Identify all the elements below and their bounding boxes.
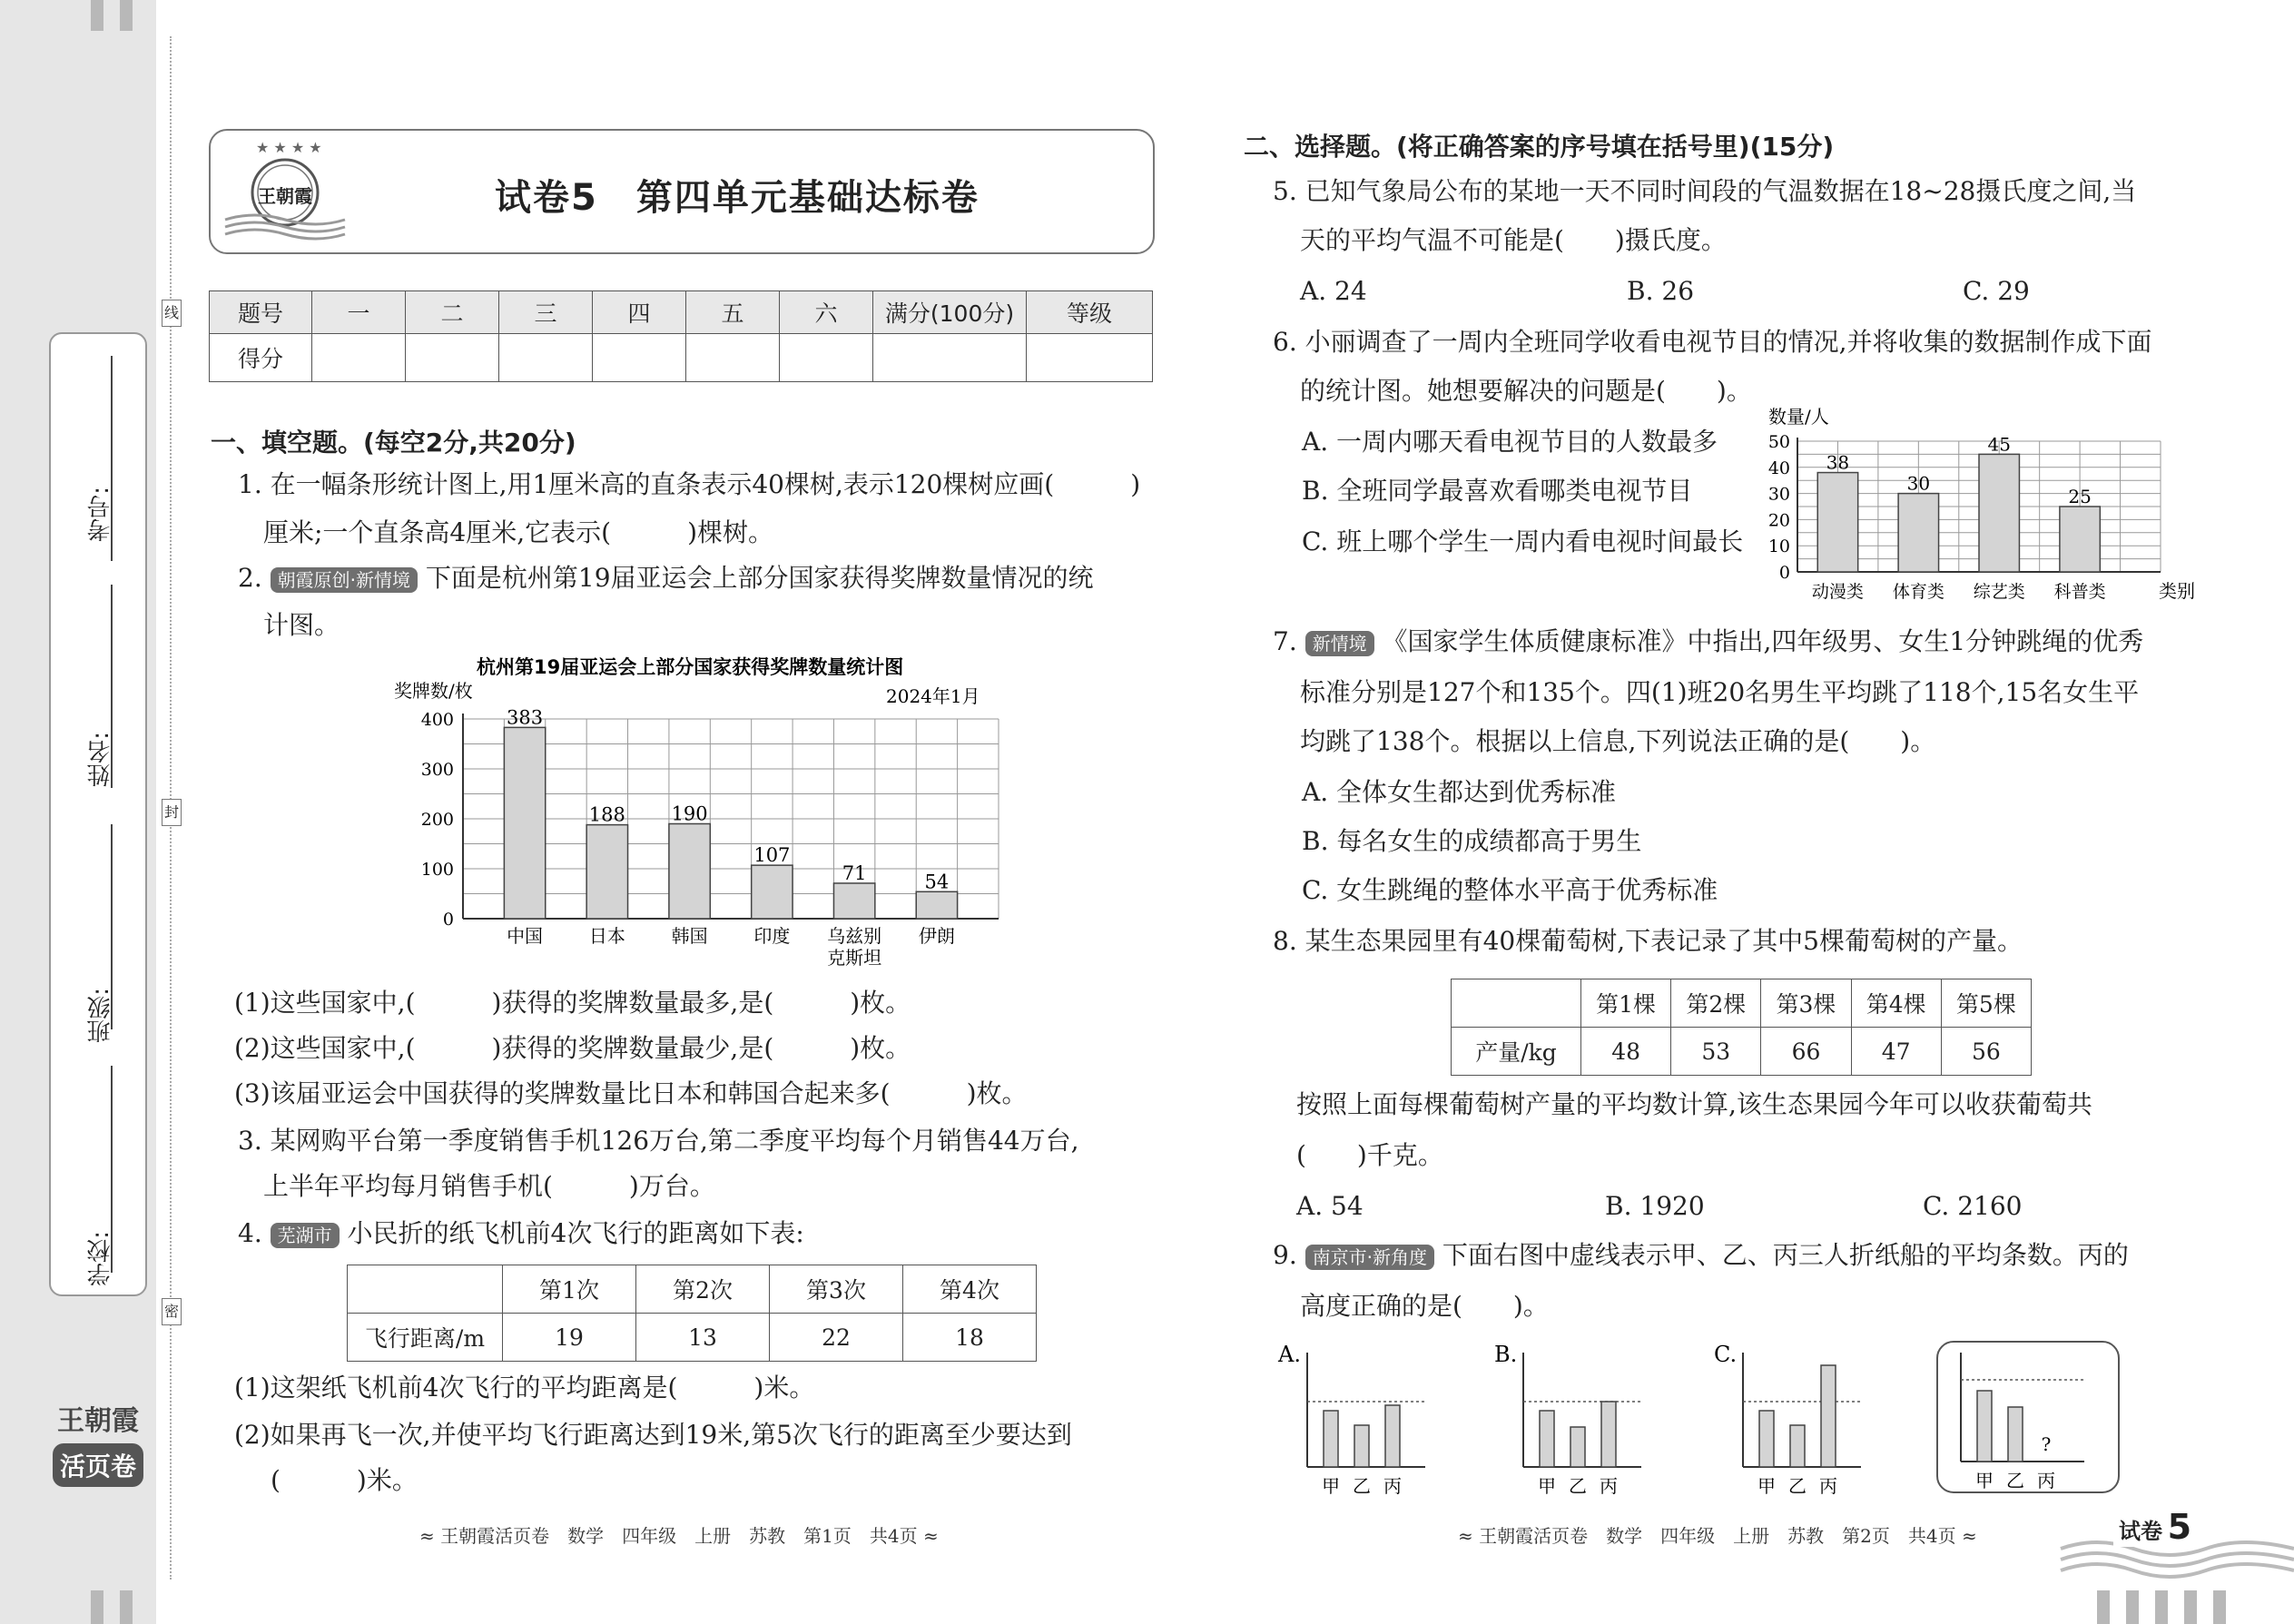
binding-bar xyxy=(2155,1590,2168,1624)
bar xyxy=(1817,473,1857,572)
score-cell[interactable] xyxy=(1027,334,1153,382)
q6-line2: 的统计图。她想要解决的问题是( )。 xyxy=(1300,376,1752,406)
bar-value-label: 54 xyxy=(924,871,950,893)
svg-text:★ ★ ★ ★: ★ ★ ★ ★ xyxy=(256,139,322,156)
x-tick-label: 综艺类 xyxy=(1973,582,2025,602)
brand-logo-name: 王朝霞 xyxy=(57,1405,139,1437)
bar xyxy=(1354,1425,1369,1467)
q4-sub2-line2: ( )米。 xyxy=(271,1465,418,1495)
seal-mark-mi: 密 xyxy=(162,1298,182,1325)
score-cell[interactable] xyxy=(686,334,780,382)
q8-line1: 8. 某生态果园里有40棵葡萄树,下表记录了其中5棵葡萄树的产量。 xyxy=(1273,926,2023,956)
q2-line1 xyxy=(238,563,1094,594)
bar xyxy=(1570,1427,1585,1467)
q1-line2: 厘米;一个直条高4厘米,它表示( )棵树。 xyxy=(263,517,773,547)
bar-value-label: 383 xyxy=(507,706,544,729)
q7-option-a[interactable]: A. 全体女生都达到优秀标准 xyxy=(1302,777,1617,807)
seal-mark-feng: 封 xyxy=(162,799,182,826)
score-header-cell: 等级 xyxy=(1027,291,1153,334)
brand-logo xyxy=(53,1398,143,1498)
y-tick-label: 10 xyxy=(1767,536,1790,557)
option-label[interactable]: C. xyxy=(1714,1342,1738,1367)
table-cell: 56 xyxy=(1941,1028,2031,1076)
q4-sub1: (1)这架纸飞机前4次飞行的平均距离是( )米。 xyxy=(234,1373,815,1403)
table-header-cell: 第4棵 xyxy=(1851,979,1941,1028)
paper-number: 5 xyxy=(2167,1507,2192,1547)
x-tick-label: 印度 xyxy=(753,925,791,947)
unknown-bar-mark: ? xyxy=(2041,1433,2052,1455)
q7-number: 7. xyxy=(1273,626,1297,656)
x-tick-label: 丙 xyxy=(1819,1475,1837,1497)
x-tick-label: 日本 xyxy=(588,925,625,947)
section2-title: 二、选择题。(将正确答案的序号填在括号里)(15分) xyxy=(1244,132,1835,162)
score-header-cell: 五 xyxy=(686,291,780,334)
q9-number: 9. xyxy=(1273,1240,1297,1270)
footer-right xyxy=(1458,1521,1977,1548)
bar xyxy=(1979,454,2019,572)
q4-badge: 芜湖市 xyxy=(271,1223,340,1248)
table-header-cell: 第3次 xyxy=(770,1265,903,1314)
name-label: 姓名: xyxy=(87,732,114,787)
score-cell[interactable] xyxy=(873,334,1027,382)
q4-number: 4. xyxy=(238,1218,262,1248)
bar-value-label: 188 xyxy=(588,803,625,826)
q2-text: 下面是杭州第19届亚运会上部分国家获得奖牌数量情况的统 xyxy=(425,563,1094,593)
q8-option-b[interactable]: B. 1920 xyxy=(1605,1191,1705,1221)
binding-bar xyxy=(120,0,133,31)
bar-value-label: 25 xyxy=(2068,486,2092,507)
bar-value-label: 107 xyxy=(753,844,791,867)
q6-option-a[interactable]: A. 一周内哪天看电视节目的人数最多 xyxy=(1302,427,1718,457)
chart-ylabel: 奖牌数/枚 xyxy=(394,680,473,702)
x-tick-label: 乌兹别 xyxy=(827,925,882,947)
binding-bar xyxy=(91,1590,103,1624)
x-tick-label: 甲 xyxy=(1757,1475,1776,1497)
chart-date: 2024年1月 xyxy=(886,685,980,707)
paper-label: 试卷 xyxy=(2119,1519,2162,1544)
x-tick-label: 乙 xyxy=(1353,1475,1371,1497)
y-tick-label: 200 xyxy=(420,810,454,830)
binding-bar xyxy=(120,1590,133,1624)
q7-text: 《国家学生体质健康标准》中指出,四年级男、女生1分钟跳绳的优秀 xyxy=(1382,626,2144,656)
q5-option-b[interactable]: B. 26 xyxy=(1627,276,1695,306)
flight-distance-table xyxy=(347,1265,1037,1362)
score-header-cell: 四 xyxy=(593,291,686,334)
binding-bar xyxy=(2213,1590,2226,1624)
score-header-cell: 二 xyxy=(406,291,499,334)
class-label: 班级: xyxy=(87,988,114,1043)
q8-line2: 按照上面每棵葡萄树产量的平均数计算,该生态果园今年可以收获葡萄共 xyxy=(1296,1089,2092,1119)
bar xyxy=(504,727,545,919)
score-header-cell: 一 xyxy=(312,291,406,334)
binding-bar xyxy=(2097,1590,2110,1624)
q6-option-c[interactable]: C. 班上哪个学生一周内看电视时间最长 xyxy=(1302,527,1744,556)
table-header-cell: 第4次 xyxy=(903,1265,1037,1314)
q8-option-a[interactable]: A. 54 xyxy=(1296,1191,1364,1221)
x-tick-label: 甲 xyxy=(1538,1475,1556,1497)
y-tick-label: 100 xyxy=(420,860,454,880)
x-tick-label: 乙 xyxy=(2006,1470,2024,1491)
table-header-cell xyxy=(1452,979,1581,1028)
x-tick-label: 体育类 xyxy=(1892,582,1944,602)
bar xyxy=(833,883,874,919)
x-tick-label: 伊朗 xyxy=(918,925,955,947)
table-cell: 48 xyxy=(1581,1028,1671,1076)
score-cell[interactable] xyxy=(499,334,593,382)
x-tick-label: 丙 xyxy=(1383,1475,1402,1497)
footer-wave: ≈ xyxy=(419,1525,435,1547)
footer-left xyxy=(419,1521,939,1548)
q1-line1: 1. 在一幅条形统计图上,用1厘米高的直条表示40棵树,表示120棵树应画( ) xyxy=(238,469,1141,499)
footer-wave: ≈ xyxy=(1961,1525,1977,1547)
bar-value-label: 71 xyxy=(842,861,867,884)
exam-no-label: 考号: xyxy=(87,487,114,542)
q2-sub2: (2)这些国家中,( )获得的奖牌数量最少,是( )枚。 xyxy=(234,1033,911,1063)
chart-title: 杭州第19届亚运会上部分国家获得奖牌数量统计图 xyxy=(477,656,904,678)
table-row-label: 飞行距离/m xyxy=(348,1314,503,1362)
q9-text: 下面右图中虚线表示甲、乙、丙三人折纸船的平均条数。丙的 xyxy=(1442,1240,2129,1270)
answer-chart-frame xyxy=(1937,1342,2119,1492)
table-row-label: 产量/kg xyxy=(1452,1028,1581,1076)
table-cell: 47 xyxy=(1851,1028,1941,1076)
q6-option-b[interactable]: B. 全班同学最喜欢看哪类电视节目 xyxy=(1302,476,1693,506)
q8-option-c[interactable]: C. 2160 xyxy=(1923,1191,2023,1221)
table-header-cell: 第2次 xyxy=(636,1265,770,1314)
y-tick-label: 0 xyxy=(1778,563,1790,583)
score-cell[interactable] xyxy=(312,334,406,382)
x-tick-label: 甲 xyxy=(1975,1470,1994,1491)
name-field[interactable] xyxy=(111,585,113,788)
q2-badge: 朝霞原创·新情境 xyxy=(271,567,418,593)
option-label[interactable]: B. xyxy=(1494,1342,1518,1367)
q7-line1 xyxy=(1273,626,2143,657)
score-header-cell: 满分(100分) xyxy=(873,291,1027,334)
footer-left-text: 王朝霞活页卷 数学 四年级 上册 苏教 第1页 共4页 xyxy=(440,1525,918,1547)
bar xyxy=(1601,1402,1616,1467)
x-tick-label: 甲 xyxy=(1322,1475,1340,1497)
x-tick-label: 动漫类 xyxy=(1811,582,1864,602)
q4-sub2-line1: (2)如果再飞一次,并使平均飞行距离达到19米,第5次飞行的距离至少要达到 xyxy=(234,1420,1072,1450)
bar-value-label: 45 xyxy=(1987,433,2011,456)
bar xyxy=(1790,1425,1805,1467)
bar-value-label: 190 xyxy=(671,802,708,825)
bar xyxy=(1977,1391,1992,1462)
binding-bar xyxy=(91,0,103,31)
q5-line1: 5. 已知气象局公布的某地一天不同时间段的气温数据在18~28摄氏度之间,当 xyxy=(1273,176,2137,206)
bar xyxy=(1385,1405,1400,1467)
x-tick-label: 丙 xyxy=(1600,1475,1618,1497)
x-tick-label: 中国 xyxy=(507,925,544,947)
chart-xlabel: 类别 xyxy=(2159,580,2195,602)
medal-bar-chart xyxy=(381,650,1017,969)
q7-option-b[interactable]: B. 每名女生的成绩都高于男生 xyxy=(1302,826,1642,856)
x-tick-label: 科普类 xyxy=(2053,582,2106,602)
bar xyxy=(1898,494,1938,572)
q3-line1: 3. 某网购平台第一季度销售手机126万台,第二季度平均每个月销售44万台, xyxy=(238,1126,1079,1156)
q4-text: 小民折的纸飞机前4次飞行的距离如下表: xyxy=(347,1218,804,1248)
table-cell: 22 xyxy=(770,1314,903,1362)
binding-bar xyxy=(2184,1590,2197,1624)
bar xyxy=(1821,1365,1836,1467)
q4-line xyxy=(238,1218,804,1249)
table-cell: 66 xyxy=(1761,1028,1851,1076)
q5-line2: 天的平均气温不可能是( )摄氏度。 xyxy=(1300,225,1727,255)
footer-wave: ≈ xyxy=(922,1525,939,1547)
exam-no-field[interactable] xyxy=(111,356,113,561)
bar-value-label: 38 xyxy=(1826,451,1850,474)
table-cell: 13 xyxy=(636,1314,770,1362)
student-info-box xyxy=(49,332,147,1296)
x-tick-label: 丙 xyxy=(2037,1470,2055,1491)
score-header-cell: 六 xyxy=(780,291,873,334)
score-table xyxy=(209,290,1153,382)
score-cell[interactable] xyxy=(593,334,686,382)
q9-option-charts xyxy=(1278,1334,2215,1507)
option-label[interactable]: A. xyxy=(1278,1342,1301,1367)
tv-program-bar-chart xyxy=(1752,399,2197,606)
q7-line2: 标准分别是127个和135个。四(1)班20名男生平均跳了118个,15名女生平 xyxy=(1300,677,2140,707)
x-tick-label: 克斯坦 xyxy=(827,947,882,969)
q2-line2: 计图。 xyxy=(263,610,340,640)
q9-line2: 高度正确的是( )。 xyxy=(1300,1291,1549,1321)
table-header-cell: 第1棵 xyxy=(1581,979,1671,1028)
y-tick-label: 30 xyxy=(1767,484,1790,505)
q7-line3: 均跳了138个。根据以上信息,下列说法正确的是( )。 xyxy=(1300,726,1936,756)
footer-right-text: 王朝霞活页卷 数学 四年级 上册 苏教 第2页 共4页 xyxy=(1479,1525,1956,1547)
table-header-cell: 第2棵 xyxy=(1671,979,1761,1028)
bar xyxy=(916,891,957,919)
q2-sub3: (3)该届亚运会中国获得的奖牌数量比日本和韩国合起来多( )枚。 xyxy=(234,1078,1028,1108)
bar xyxy=(2060,507,2100,572)
y-tick-label: 40 xyxy=(1767,458,1790,478)
q5-option-a[interactable]: A. 24 xyxy=(1300,276,1367,306)
x-tick-label: 韩国 xyxy=(671,925,708,947)
table-header-cell: 第5棵 xyxy=(1941,979,2031,1028)
paper-number-badge xyxy=(2113,1507,2197,1547)
bar xyxy=(2008,1407,2023,1462)
y-tick-label: 20 xyxy=(1767,510,1790,531)
q7-option-c[interactable]: C. 女生跳绳的整体水平高于优秀标准 xyxy=(1302,875,1718,905)
brand-logo-sub: 活页卷 xyxy=(53,1443,143,1487)
table-cell: 18 xyxy=(903,1314,1037,1362)
q6-line1: 6. 小丽调查了一周内全班同学收看电视节目的情况,并将收集的数据制作成下面 xyxy=(1273,327,2152,357)
bar-value-label: 30 xyxy=(1906,472,1931,495)
table-cell: 19 xyxy=(503,1314,636,1362)
seal-mark-xian: 线 xyxy=(162,300,182,327)
q8-line3: ( )千克。 xyxy=(1296,1140,1443,1170)
binding-bar xyxy=(2126,1590,2139,1624)
chart-ylabel: 数量/人 xyxy=(1768,406,1829,428)
bar xyxy=(1540,1411,1554,1467)
score-cell[interactable] xyxy=(780,334,873,382)
score-header-cell: 题号 xyxy=(210,291,312,334)
class-field[interactable] xyxy=(111,824,113,1029)
score-row-label: 得分 xyxy=(210,334,312,382)
q2-sub1: (1)这些国家中,( )获得的奖牌数量最多,是( )枚。 xyxy=(234,988,911,1018)
grape-yield-table xyxy=(1451,979,2032,1076)
q9-line1 xyxy=(1273,1240,2129,1271)
emblem-logo xyxy=(223,136,347,247)
section1-title: 一、填空题。(每空2分,共20分) xyxy=(211,428,576,458)
q7-badge: 新情境 xyxy=(1305,631,1374,656)
y-tick-label: 0 xyxy=(442,910,454,930)
score-header-cell: 三 xyxy=(499,291,593,334)
bar xyxy=(669,824,710,920)
bar xyxy=(1324,1411,1338,1467)
table-cell: 53 xyxy=(1671,1028,1761,1076)
table-header-cell xyxy=(348,1265,503,1314)
page-title: 试卷5 第四单元基础达标卷 xyxy=(495,177,980,219)
bar xyxy=(586,825,627,919)
y-tick-label: 50 xyxy=(1767,432,1790,452)
table-header-cell: 第3棵 xyxy=(1761,979,1851,1028)
x-tick-label: 乙 xyxy=(1569,1475,1587,1497)
y-tick-label: 300 xyxy=(420,760,454,780)
bar xyxy=(752,865,793,919)
school-field[interactable] xyxy=(111,1066,113,1273)
q2-number: 2. xyxy=(238,563,262,593)
q3-line2: 上半年平均每月销售手机( )万台。 xyxy=(263,1171,715,1201)
table-header-cell: 第1次 xyxy=(503,1265,636,1314)
q9-badge: 南京市·新角度 xyxy=(1305,1245,1434,1270)
emblem-text: 王朝霞 xyxy=(258,185,312,207)
y-tick-label: 400 xyxy=(420,710,454,730)
score-cell[interactable] xyxy=(406,334,499,382)
q5-option-c[interactable]: C. 29 xyxy=(1963,276,2030,306)
bar xyxy=(1759,1411,1774,1467)
school-label: 学校: xyxy=(87,1231,114,1286)
x-tick-label: 乙 xyxy=(1788,1475,1807,1497)
footer-wave: ≈ xyxy=(1458,1525,1473,1547)
